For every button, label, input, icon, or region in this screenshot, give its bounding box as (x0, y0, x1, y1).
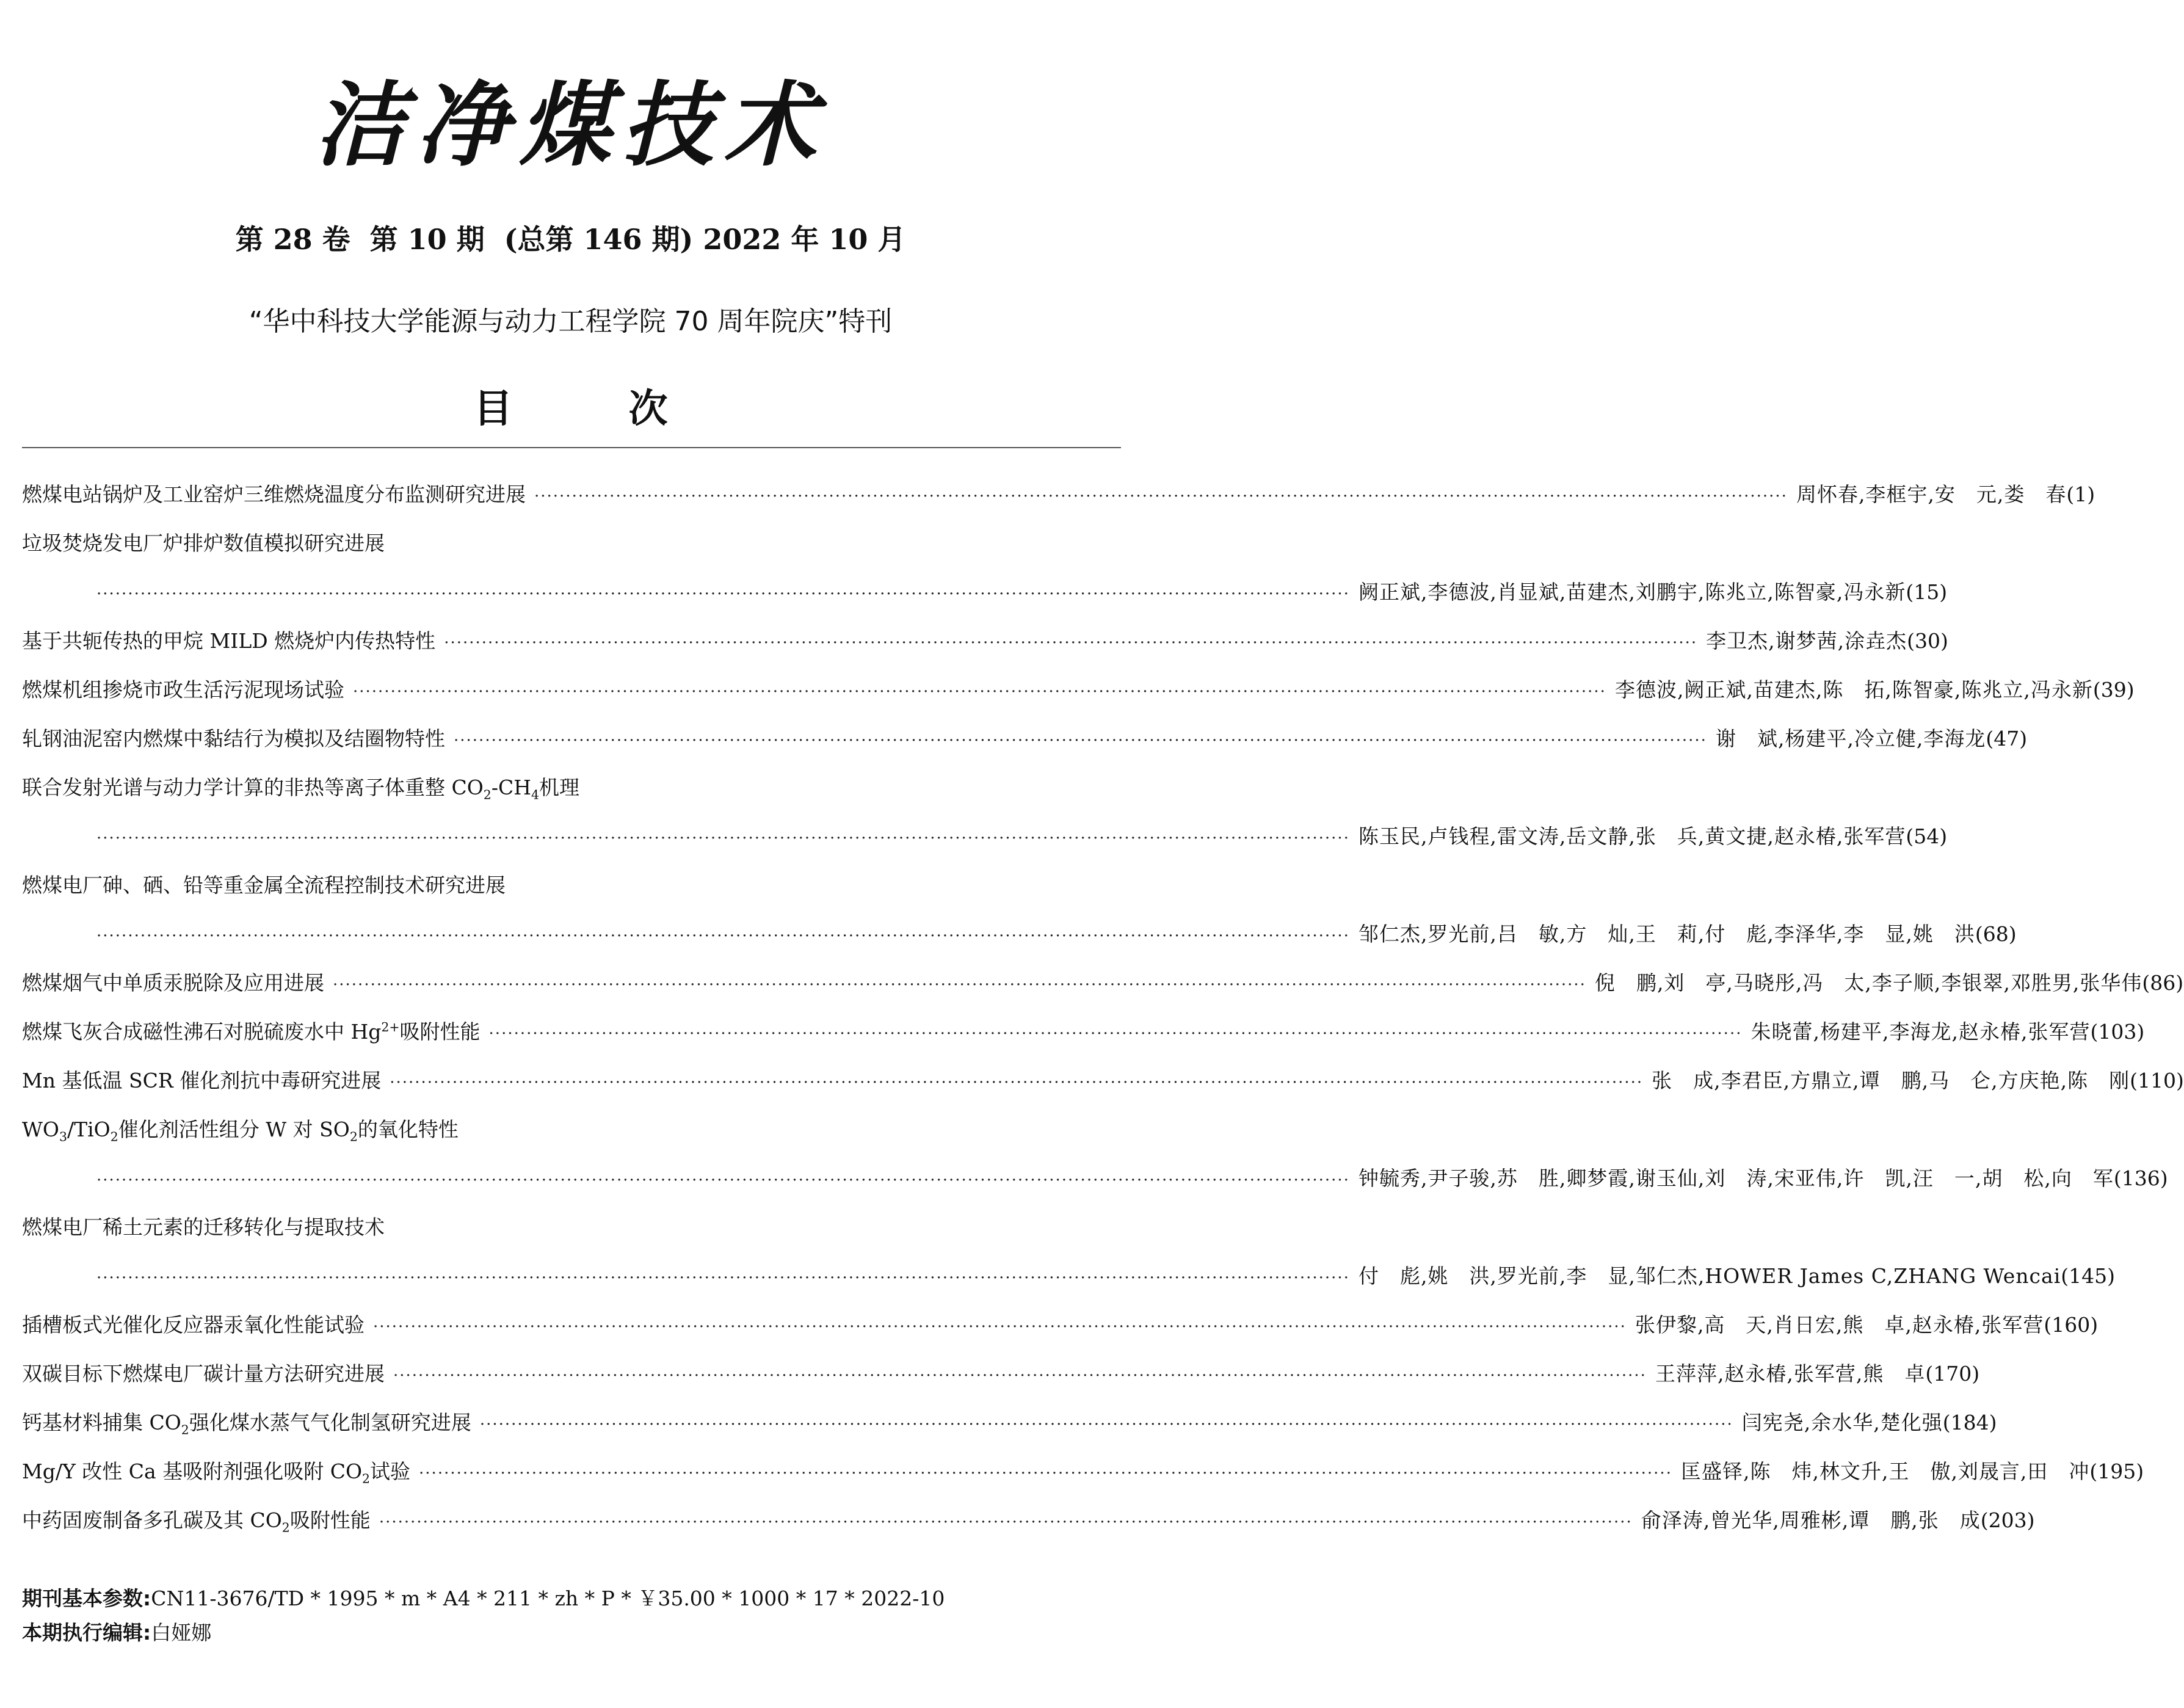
toc-entry[interactable] (22, 519, 1948, 617)
article-title: 燃煤电厂稀土元素的迁移转化与提取技术 (22, 1215, 385, 1239)
article-page: (15) (1906, 580, 1948, 604)
article-page: (170) (1925, 1362, 1980, 1386)
toc-entry[interactable] (22, 763, 1948, 861)
toc-entry[interactable] (22, 617, 1948, 666)
toc-entry[interactable] (22, 1398, 1997, 1447)
article-title: 插槽板式光催化反应器汞氧化性能试验 (22, 1313, 365, 1337)
article-title: 燃煤烟气中单质汞脱除及应用进展 (22, 971, 324, 995)
dot-leader: ········································································································································································································ (353, 683, 1606, 701)
article-authors: 王萍萍,赵永椿,张军营,熊 卓 (1655, 1362, 1926, 1386)
article-title: 燃煤机组掺烧市政生活污泥现场试验 (22, 678, 344, 702)
article-title: 垃圾焚烧发电厂炉排炉数值模拟研究进展 (22, 531, 385, 555)
article-page: (110) (2130, 1069, 2184, 1092)
article-authors: 朱晓蕾,杨建平,李海龙,赵永椿,张军营 (1750, 1020, 2091, 1044)
article-title: 基于共轭传热的甲烷 MILD 燃烧炉内传热特性 (22, 629, 436, 653)
dot-leader: ········································································································································································································ (96, 829, 1350, 848)
params-value: CN11-3676/TD * 1995 * m * A4 * 211 * zh * P * ￥35.00 * 1000 * 17 * 2022-10 (151, 1586, 945, 1610)
special-issue-title: “华中科技大学能源与动力工程学院 70 周年院庆”特刊 (249, 306, 893, 337)
editor-label: 本期执行编辑: (22, 1621, 151, 1644)
article-authors: 阙正斌,李德波,肖显斌,苗建杰,刘鹏宇,陈兆立,陈智豪,冯永新 (1358, 580, 1906, 604)
article-authors: 俞泽涛,曾光华,周雅彬,谭 鹏,张 成 (1641, 1508, 1981, 1532)
journal-parameters (22, 1582, 1120, 1616)
article-page: (136) (2113, 1166, 2168, 1190)
article-authors: 张伊黎,高 天,肖日宏,熊 卓,赵永椿,张军营 (1634, 1313, 2044, 1337)
article-authors: 陈玉民,卢钱程,雷文涛,岳文静,张 兵,黄文捷,赵永椿,张军营 (1358, 824, 1906, 848)
article-page: (47) (1986, 727, 2028, 750)
article-authors: 邹仁杰,罗光前,吕 敏,方 灿,王 莉,付 彪,李泽华,李 显,姚 洪 (1358, 922, 1975, 946)
article-authors: 张 成,李君臣,方鼎立,谭 鹏,马 仑,方庆艳,陈 刚 (1652, 1069, 2130, 1092)
article-page: (184) (1942, 1411, 1997, 1434)
dot-leader: ········································································································································································································ (488, 1025, 1743, 1043)
article-page: (103) (2090, 1020, 2145, 1044)
editor-value: 白娅娜 (151, 1621, 212, 1644)
toc-entry[interactable] (22, 1056, 2184, 1105)
article-page: (195) (2089, 1459, 2144, 1483)
toc-entry[interactable] (22, 959, 2184, 1008)
article-authors: 匡盛铎,陈 炜,林文升,王 傲,刘晟言,田 冲 (1680, 1459, 2090, 1483)
dot-leader: ········································································································································································································ (419, 1464, 1672, 1483)
toc-entry[interactable] (22, 714, 2028, 763)
toc-entry[interactable] (22, 470, 2095, 519)
dot-leader: ········································································································································································································ (390, 1074, 1644, 1092)
toc-entry[interactable] (22, 666, 2135, 714)
journal-footer (22, 1582, 1120, 1650)
article-page: (86) (2142, 971, 2184, 995)
table-of-contents (22, 470, 2184, 1545)
article-authors: 闫宪尧,余水华,楚化强 (1741, 1411, 1943, 1434)
article-title: 燃煤电厂砷、硒、铅等重金属全流程控制技术研究进展 (22, 873, 506, 897)
journal-title: 洁净煤技术 (314, 71, 827, 179)
dot-leader: ········································································································································································································ (96, 927, 1350, 945)
article-title: 燃煤电站锅炉及工业窑炉三维燃烧温度分布监测研究进展 (22, 482, 526, 506)
article-title: 燃煤飞灰合成磁性沸石对脱硫废水中 $Hg^{2+}$吸附性能 (22, 1020, 481, 1044)
dot-leader: ········································································································································································································ (379, 1513, 1633, 1532)
article-authors: 李卫杰,谢梦茜,涂垚杰 (1706, 629, 1907, 653)
toc-entry[interactable] (22, 1105, 2168, 1203)
article-title: 中药固废制备多孔碳及其 $CO_2$吸附性能 (22, 1508, 371, 1535)
article-page: (145) (2061, 1264, 2116, 1288)
dot-leader: ········································································································································································································ (444, 634, 1698, 652)
issue-line: 第 28 卷 第 10 期 (总第 146 期) 2022 年 10 月 (235, 223, 906, 256)
article-title: 联合发射光谱与动力学计算的非热等离子体重整 $CO_2-CH_4$机理 (22, 776, 580, 802)
article-authors: 钟毓秀,尹子骏,苏 胜,卿梦霞,谢玉仙,刘 涛,宋亚伟,许 凯,汪 一,胡 松,向 军 (1358, 1166, 2114, 1190)
dot-leader: ········································································································································································································ (479, 1415, 1733, 1434)
article-title: 双碳目标下燃煤电厂碳计量方法研究进展 (22, 1362, 385, 1386)
article-page: (1) (2066, 482, 2095, 506)
article-title: Mg/Y 改性 Ca 基吸附剂强化吸附 $CO_2$试验 (22, 1459, 411, 1486)
article-page: (68) (1975, 922, 2017, 946)
dot-leader: ········································································································································································································ (96, 1171, 1350, 1190)
toc-entry[interactable] (22, 1203, 2116, 1301)
article-title: 钙基材料捕集 $CO_2$强化煤水蒸气气化制氢研究进展 (22, 1411, 471, 1437)
article-authors: 付 彪,姚 洪,罗光前,李 显,邹仁杰,HOWER James C,ZHANG Wencai (1358, 1264, 2061, 1288)
article-authors: 周怀春,李框宇,安 元,娄 春 (1796, 482, 2067, 506)
toc-entry[interactable] (22, 1447, 2144, 1496)
article-title: $WO_3/TiO_2$催化剂活性组分 W 对 $SO_2$的氧化特性 (22, 1117, 459, 1144)
article-page: (39) (2092, 678, 2135, 702)
article-page: (160) (2044, 1313, 2099, 1337)
toc-entry[interactable] (22, 1301, 2099, 1350)
toc-entry[interactable] (22, 1008, 2145, 1056)
dot-leader: ········································································································································································································ (96, 1269, 1350, 1287)
dot-leader: ········································································································································································································ (534, 487, 1788, 506)
article-page: (203) (1980, 1508, 2035, 1532)
article-title: Mn 基低温 SCR 催化剂抗中毒研究进展 (22, 1069, 382, 1092)
article-authors: 谢 斌,杨建平,冷立健,李海龙 (1715, 727, 1986, 750)
article-page: (30) (1907, 629, 1948, 653)
article-authors: 倪 鹏,刘 亭,马晓彤,冯 太,李子顺,李银翠,邓胜男,张华伟 (1594, 971, 2142, 995)
toc-entry[interactable] (22, 1350, 1980, 1398)
contents-heading: 目次 (473, 387, 784, 432)
toc-entry[interactable] (22, 1496, 2035, 1545)
article-title: 轧钢油泥窑内燃煤中黏结行为模拟及结圈物特性 (22, 727, 445, 750)
dot-leader: ········································································································································································································ (373, 1318, 1627, 1336)
params-label: 期刊基本参数: (22, 1586, 151, 1610)
article-authors: 李德波,阙正斌,苗建杰,陈 拓,陈智豪,陈兆立,冯永新 (1614, 678, 2093, 702)
article-page: (54) (1906, 824, 1948, 848)
toc-entry[interactable] (22, 861, 2017, 959)
executive-editor (22, 1616, 1120, 1650)
header-rule (22, 447, 1121, 448)
dot-leader: ········································································································································································································ (333, 976, 1586, 994)
dot-leader: ········································································································································································································ (96, 585, 1350, 603)
dot-leader: ········································································································································································································ (454, 732, 1707, 750)
dot-leader: ········································································································································································································ (393, 1367, 1647, 1385)
